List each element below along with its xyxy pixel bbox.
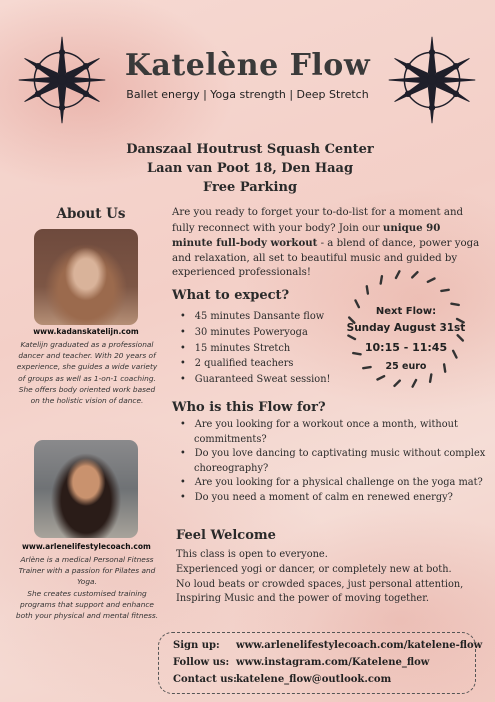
coach1-website-link[interactable]: www.kadanskatelijn.com <box>33 327 139 336</box>
badge-dash <box>367 286 368 293</box>
signup-label: Sign up: <box>173 640 220 651</box>
follow-label: Follow us: <box>173 657 230 668</box>
who-heading: Who is this Flow for? <box>172 400 326 415</box>
tagline: Ballet energy | Yoga strength | Deep Stretch <box>126 88 369 101</box>
welcome-text <box>176 548 481 607</box>
badge-dash <box>413 380 416 387</box>
next-flow-date: Sunday August 31st <box>346 322 466 334</box>
intro-part2: - a blend of dance, power yoga and relaxation, all set to beautiful music and guided by experienced professionals! <box>172 238 480 279</box>
coach1-bio: Katelijn graduated as a professional dancer and teacher. With 20 years of experience, she guides a wide variety of groups as well as 1-on-1 coaching. She offers body oriented work based on the holistic vision of dance. <box>16 340 158 406</box>
contact-row <box>173 674 391 685</box>
coach-photo-arlene <box>34 440 138 538</box>
signup-link[interactable]: www.arlenelifestylecoach.com/katelene-flow <box>236 640 483 651</box>
list-item: • 45 minutes Dansante flow <box>180 309 330 325</box>
badge-dash <box>430 374 431 381</box>
follow-row <box>173 657 429 668</box>
badge-dash <box>458 335 463 340</box>
list-item: • Do you need a moment of calm en renewed energy? <box>180 491 490 506</box>
next-flow-price: 25 euro <box>385 361 427 372</box>
venue-parking: Free Parking <box>202 180 298 195</box>
coach2-bio-line2: She creates customised training programs that support and enhance both your physical and mental fitness. <box>15 588 159 621</box>
list-item: • Are you looking for a physical challenge on the yoga mat? <box>180 476 490 491</box>
welcome-line: Inspiring Music and the power of moving together. <box>176 593 429 605</box>
welcome-heading: Feel Welcome <box>176 528 276 543</box>
venue-address: Laan van Poot 18, Den Haag <box>146 161 354 176</box>
list-item: • Do you love dancing to captivating music without complex choreography? <box>180 447 490 476</box>
coach2-website-link[interactable]: www.arlenelifestylecoach.com <box>22 542 151 551</box>
list-item: • Are you looking for a workout once a month, without commitments? <box>180 418 490 447</box>
list-item: • 2 qualified teachers <box>180 356 330 372</box>
coach2-bio <box>14 554 160 621</box>
badge-dash <box>451 304 458 305</box>
list-item: • 30 minutes Poweryoga <box>180 325 330 341</box>
badge-dash <box>381 276 382 283</box>
venue-block <box>100 140 400 197</box>
badge-dash <box>394 381 399 386</box>
welcome-line: No loud beats or crowded spaces, just personal attention, <box>176 578 464 590</box>
badge-dash <box>441 290 448 291</box>
contact-box <box>158 632 483 694</box>
badge-dash <box>412 272 417 277</box>
signup-row <box>173 640 482 651</box>
contact-label: Contact us: <box>173 674 237 685</box>
next-flow-time: 10:15 - 11:45 <box>364 341 448 354</box>
who-list <box>180 418 490 506</box>
email-link[interactable]: katelene_flow@outlook.com <box>236 674 392 685</box>
coach2-bio-line1: Arlène is a medical Personal Fitness Trainer with a passion for Pilates and Yoga. <box>18 555 156 587</box>
about-heading: About Us <box>56 206 126 222</box>
badge-dash <box>348 336 355 339</box>
instagram-link[interactable]: www.instagram.com/Katelene_flow <box>236 657 430 668</box>
welcome-line: Experienced yogi or dancer, or completely new at both. <box>176 563 452 575</box>
venue-name: Danszaal Houtrust Squash Center <box>126 142 374 157</box>
badge-dash <box>377 376 384 379</box>
intro-part1: Are you ready to forget your to-do-list for a moment and fully reconnect with your body? Join our <box>172 207 464 234</box>
next-flow-label: Next Flow: <box>375 306 437 317</box>
expect-list <box>180 309 330 388</box>
badge-dash <box>428 278 435 281</box>
badge-dash <box>396 271 399 278</box>
list-item: • Guaranteed Sweat session! <box>180 372 330 388</box>
page-title: Katelène Flow <box>124 48 371 83</box>
list-item: • 15 minutes Stretch <box>180 341 330 357</box>
intro-highlight: unique 90 minute full-body workout <box>172 221 441 250</box>
expect-heading: What to expect? <box>172 288 290 303</box>
welcome-line: This class is open to everyone. <box>176 549 328 560</box>
coach-photo-katelijn <box>34 229 138 325</box>
